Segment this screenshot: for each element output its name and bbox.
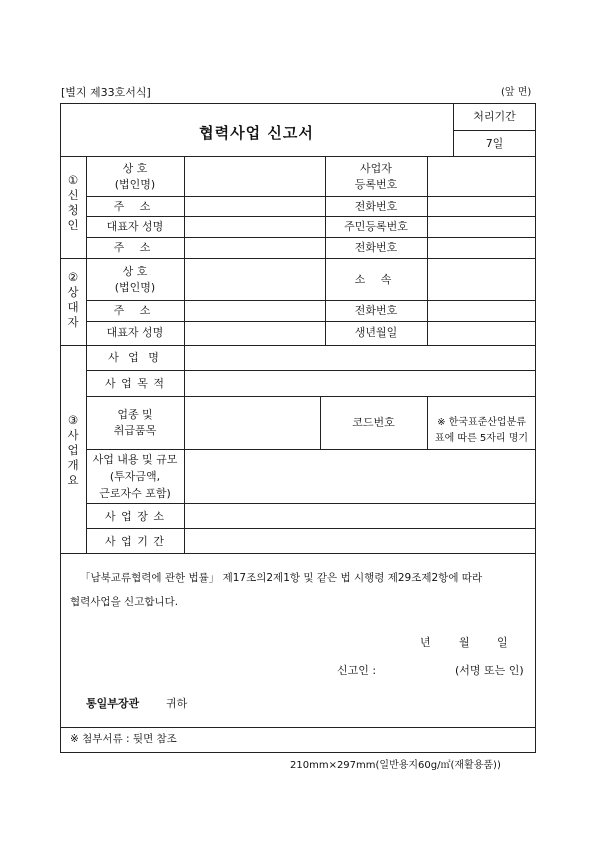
- business-code-label: 코드번호: [352, 416, 395, 429]
- page-side-label: (앞 면): [501, 87, 532, 98]
- applicant-row-line: [86, 216, 536, 217]
- addressee: 통일부장관: [86, 697, 140, 710]
- applicant-address2-label: 주 소: [113, 241, 157, 254]
- date-day-label: 일: [497, 636, 508, 649]
- applicant-trade-name-label: 상 호: [122, 162, 148, 175]
- business-content-label-3: 근로자수 포함): [99, 487, 171, 500]
- business-section-label: ③ 사 업 개 요: [67, 413, 79, 487]
- date-year-label: 년: [420, 636, 431, 649]
- business-row-line: [86, 370, 536, 371]
- applicant-biz-reg-label: 사업자: [360, 162, 392, 175]
- line-attachment-top: [60, 727, 536, 728]
- business-type-label-2: 취급품목: [113, 424, 157, 437]
- business-name-label: 사 업 명: [108, 351, 162, 364]
- signature-note: (서명 또는 인): [455, 664, 524, 677]
- business-content-label-2: (투자금액,: [109, 470, 161, 483]
- counterpart-section-label: ② 상 대 자: [67, 270, 79, 329]
- applicant-col-line: [427, 156, 428, 258]
- business-content-label: 사업 내용 및 규모: [92, 453, 178, 466]
- applicant-corp-name-label: (법인명): [114, 178, 156, 191]
- counterpart-affiliation-label: 소 속: [354, 273, 398, 286]
- applicant-section-label: ① 신 청 인: [67, 173, 79, 232]
- attachment-note: ※ 첨부서류 : 뒷면 참조: [70, 733, 177, 745]
- business-row-line: [86, 396, 536, 397]
- applicant-resident-no-label: 주민등록번호: [344, 220, 408, 233]
- counterpart-col-line: [184, 258, 185, 345]
- line-business-top: [60, 345, 536, 346]
- applicant-row-line: [86, 196, 536, 197]
- form-code: [별지 제33호서식]: [61, 86, 151, 99]
- applicant-biz-reg-label-2: 등록번호: [354, 178, 398, 191]
- business-code-note: ※ 한국표준산업분류: [437, 417, 526, 428]
- line-counterpart-top: [60, 258, 536, 259]
- applicant-address-label: 주 소: [113, 200, 157, 213]
- line-applicant-top: [60, 156, 536, 157]
- business-row-line: [86, 528, 536, 529]
- business-row-line: [86, 449, 536, 450]
- business-place-label: 사 업 장 소: [105, 510, 165, 523]
- reporter-label: 신고인 :: [337, 664, 377, 677]
- applicant-phone2-label: 전화번호: [354, 241, 398, 254]
- business-code-note-2: 표에 따른 5자리 명기: [434, 433, 529, 444]
- counterpart-address-label: 주 소: [113, 304, 157, 317]
- processing-period-label: 처리기간: [473, 110, 516, 123]
- line-declaration-top: [60, 553, 536, 554]
- applicant-rep-name-label: 대표자 성명: [106, 220, 164, 233]
- business-purpose-label: 사 업 목 적: [105, 377, 165, 390]
- counterpart-phone-label: 전화번호: [354, 304, 398, 317]
- applicant-col-line: [184, 156, 185, 258]
- counterpart-col-line: [427, 258, 428, 345]
- declaration-text: 「남북교류협력에 관한 법률」 제17조의2제1항 및 같은 법 시행령 제29조제2항에 따라: [80, 572, 483, 584]
- counterpart-row-line: [86, 300, 536, 301]
- counterpart-rep-name-label: 대표자 성명: [106, 326, 164, 339]
- business-col-line: [184, 345, 185, 553]
- counterpart-corp-name-label: (법인명): [114, 281, 156, 294]
- declaration-text-2: 협력사업을 신고합니다.: [70, 596, 179, 608]
- business-period-label: 사 업 기 간: [105, 535, 165, 548]
- processing-divider: [453, 130, 536, 131]
- form-title: 협력사업 신고서: [199, 124, 314, 142]
- business-type-label: 업종 및: [117, 408, 153, 421]
- date-month-label: 월: [459, 636, 470, 649]
- counterpart-birth-label: 생년월일: [354, 326, 398, 339]
- applicant-row-line: [86, 237, 536, 238]
- addressee-honorific: 귀하: [166, 697, 188, 710]
- paper-spec: 210mm×297mm(일반용지60g/㎡(재활용품)): [290, 760, 501, 771]
- business-row-line: [86, 503, 536, 504]
- applicant-phone-label: 전화번호: [354, 200, 398, 213]
- counterpart-trade-name-label: 상 호: [122, 265, 148, 278]
- counterpart-row-line: [86, 321, 536, 322]
- processing-period-value: 7일: [485, 137, 504, 150]
